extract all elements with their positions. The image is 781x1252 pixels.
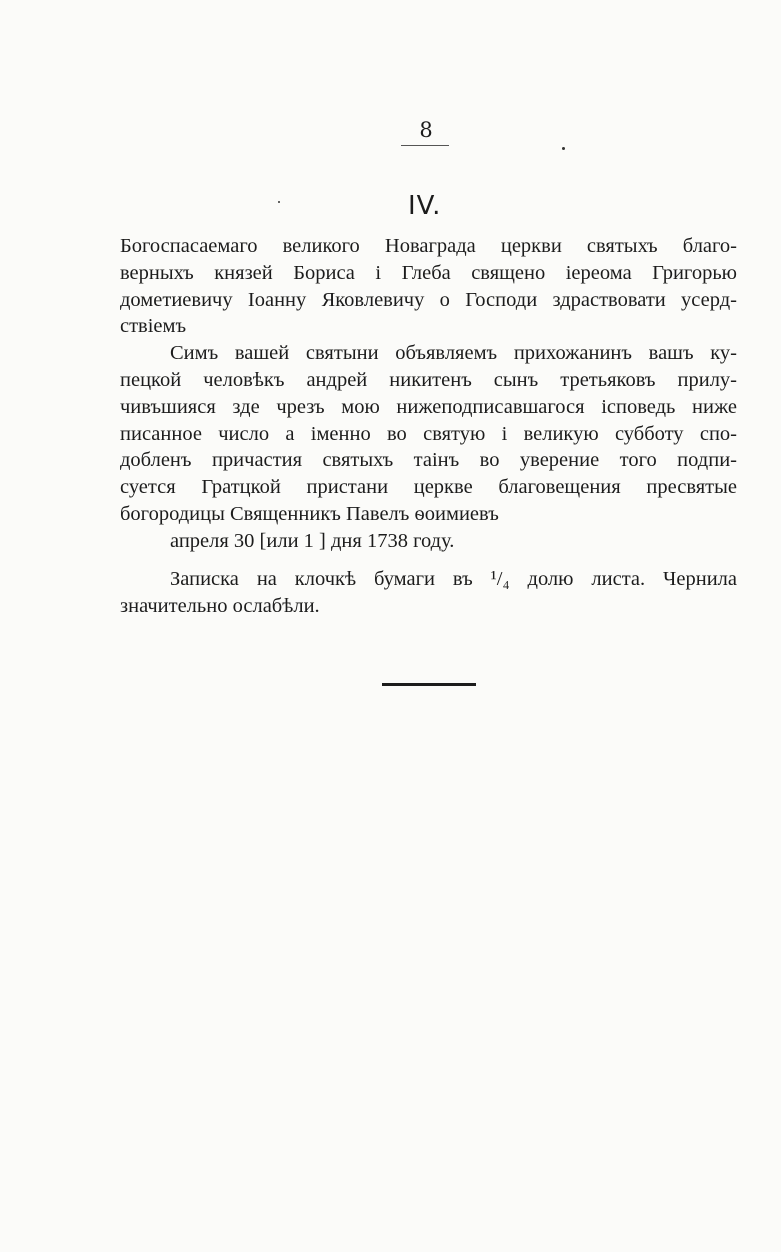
note-line: значительно ослабѣли. <box>120 594 320 617</box>
letter-line: Богоспасаемаго великого Новаграда церкви святыхъ благо- <box>120 235 737 257</box>
print-speck <box>562 147 565 150</box>
page-number: 8 <box>419 118 433 142</box>
letter-line: добленъ причастия святыхъ таінъ во уверение того подпи- <box>120 449 737 472</box>
section-heading: IV. <box>408 191 442 221</box>
letter-date-line: апреля 30 [или 1 ] дня 1738 году. <box>170 529 455 552</box>
section-divider <box>382 683 476 686</box>
letter-text <box>120 233 737 555</box>
letter-line: Симъ вашей святыни объявляемъ прихожанинъ вашъ ку- <box>170 342 737 365</box>
page-number-rule <box>401 145 449 146</box>
letter-line: писанное число а іменно во святую і великую субботу спо- <box>120 422 737 445</box>
letter-line: ствіемъ <box>120 315 187 338</box>
letter-line: пецкой человѣкъ андрей никитенъ сынъ третьяковъ прилу- <box>120 368 737 391</box>
editor-note <box>120 566 737 620</box>
print-speck <box>278 201 280 203</box>
letter-line: верныхъ князей Бориса і Глеба священо іереома Григорью <box>120 261 737 284</box>
letter-line: суется Гратцкой пристани церкве благовещения пресвятые <box>120 476 737 499</box>
letter-line: чивъшияся зде чрезъ мою нижеподписавшагося ісповедь ниже <box>120 395 737 418</box>
letter-line: богородицы Священникъ Павелъ ѳоимиевъ <box>120 502 499 525</box>
letter-line: дометиевичу Іоанну Яковлевичу о Господи здраствовати усерд- <box>120 288 737 311</box>
note-line: Записка на клочкѣ бумаги въ ¹/₄ долю листа. Чернила <box>170 568 737 590</box>
